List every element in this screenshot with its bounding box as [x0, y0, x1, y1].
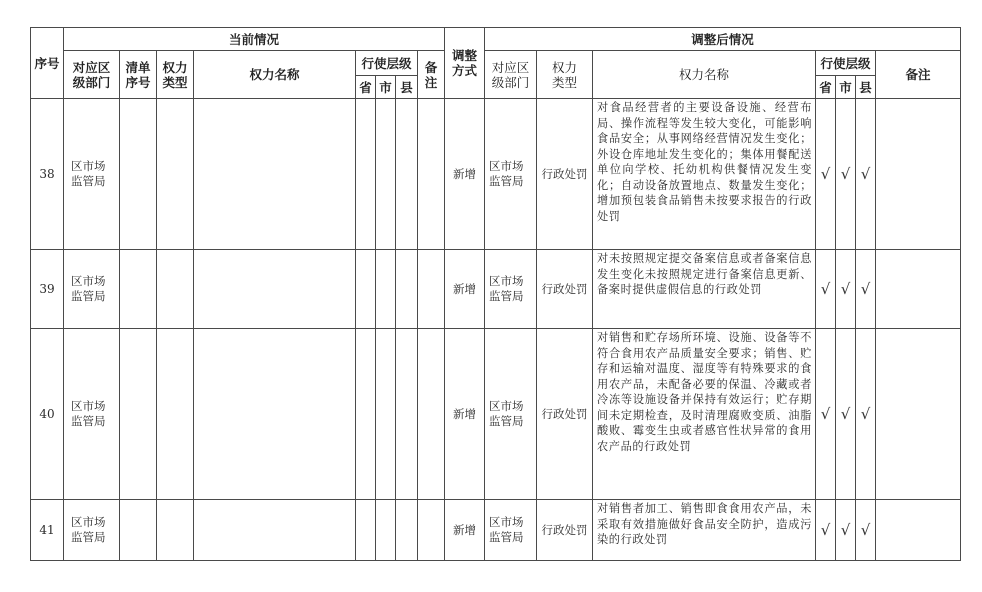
- adjusted-power-type-header: 权力 类型: [537, 51, 593, 99]
- header-row-1: [31, 28, 961, 51]
- current-province-cell: [356, 250, 376, 329]
- adjusted-remark-cell: [876, 99, 961, 250]
- adjusted-power-type-cell: 行政处罚: [537, 250, 593, 329]
- current-power-type-cell: [157, 329, 194, 500]
- adjust-method-cell: 新增: [445, 329, 485, 500]
- list-no-cell: [120, 250, 157, 329]
- adjusted-city-cell: √: [836, 99, 856, 250]
- current-city-header: 市: [376, 76, 396, 99]
- current-county-header: 县: [396, 76, 418, 99]
- adjusted-province-cell: √: [816, 250, 836, 329]
- adjusted-city-cell: √: [836, 329, 856, 500]
- current-power-name-cell: [194, 99, 356, 250]
- adjusted-remark-cell: [876, 500, 961, 561]
- table-row: [31, 500, 961, 561]
- current-situation-header: 当前情况: [64, 28, 445, 51]
- current-dept-cell: 区市场 监管局: [64, 99, 120, 250]
- list-no-cell: [120, 500, 157, 561]
- adjusted-dept-cell: 区市场 监管局: [485, 250, 537, 329]
- adjust-method-cell: 新增: [445, 250, 485, 329]
- adjusted-power-type-cell: 行政处罚: [537, 500, 593, 561]
- power-adjustment-table: [30, 27, 961, 561]
- adjusted-power-type-cell: 行政处罚: [537, 99, 593, 250]
- seq-cell: 39: [31, 250, 64, 329]
- adjusted-city-header: 市: [836, 76, 856, 99]
- adjusted-dept-cell: 区市场 监管局: [485, 329, 537, 500]
- seq-header: 序号: [31, 28, 64, 99]
- current-level-header: 行使层级: [356, 51, 418, 76]
- adjust-method-header: 调整 方式: [445, 28, 485, 99]
- adjusted-remark-cell: [876, 329, 961, 500]
- adjusted-power-type-cell: 行政处罚: [537, 329, 593, 500]
- adjusted-county-cell: √: [856, 500, 876, 561]
- current-power-type-cell: [157, 250, 194, 329]
- current-dept-cell: 区市场 监管局: [64, 329, 120, 500]
- header-row-2: [31, 51, 961, 76]
- list-no-cell: [120, 329, 157, 500]
- adjusted-city-cell: √: [836, 250, 856, 329]
- current-county-cell: [396, 250, 418, 329]
- current-county-cell: [396, 500, 418, 561]
- current-county-cell: [396, 329, 418, 500]
- seq-cell: 40: [31, 329, 64, 500]
- current-remark-cell: [418, 329, 445, 500]
- adjusted-province-cell: √: [816, 500, 836, 561]
- current-remark-cell: [418, 250, 445, 329]
- current-province-cell: [356, 329, 376, 500]
- adjusted-county-cell: √: [856, 329, 876, 500]
- adjusted-power-name-cell: 对销售和贮存场所环境、设施、设备等不符合食用农产品质量安全要求；销售、贮存和运输对温度、湿度等有特殊要求的食用农产品，未配备必要的保温、冷藏或者冷冻等设施设备并保持有效运行；贮存期间未定期检查，及时清理腐败变质、油脂酸败、霉变生虫或者感官性状异常的食用农产品的行政处罚: [593, 329, 816, 500]
- seq-cell: 38: [31, 99, 64, 250]
- adjust-method-cell: 新增: [445, 500, 485, 561]
- current-remark-cell: [418, 500, 445, 561]
- adjusted-county-header: 县: [856, 76, 876, 99]
- adjusted-situation-header: 调整后情况: [485, 28, 961, 51]
- current-dept-cell: 区市场 监管局: [64, 250, 120, 329]
- current-power-name-cell: [194, 500, 356, 561]
- adjusted-dept-cell: 区市场 监管局: [485, 500, 537, 561]
- adjusted-province-cell: √: [816, 329, 836, 500]
- current-power-type-header: 权力 类型: [157, 51, 194, 99]
- current-province-cell: [356, 99, 376, 250]
- adjusted-power-name-cell: 对销售者加工、销售即食食用农产品，未采取有效措施做好食品安全防护，造成污染的行政处罚: [593, 500, 816, 561]
- current-dept-cell: 区市场 监管局: [64, 500, 120, 561]
- seq-cell: 41: [31, 500, 64, 561]
- adjusted-dept-cell: 区市场 监管局: [485, 99, 537, 250]
- adjusted-dept-header: 对应区 级部门: [485, 51, 537, 99]
- current-remark-header: 备 注: [418, 51, 445, 99]
- adjusted-county-cell: √: [856, 250, 876, 329]
- adjust-method-cell: 新增: [445, 99, 485, 250]
- current-city-cell: [376, 250, 396, 329]
- current-province-header: 省: [356, 76, 376, 99]
- current-dept-header: 对应区 级部门: [64, 51, 120, 99]
- adjusted-remark-header: 备注: [876, 51, 961, 99]
- adjusted-county-cell: √: [856, 99, 876, 250]
- current-remark-cell: [418, 99, 445, 250]
- current-power-type-cell: [157, 99, 194, 250]
- current-power-name-header: 权力名称: [194, 51, 356, 99]
- adjusted-power-name-cell: 对食品经营者的主要设备设施、经营布局、操作流程等发生较大变化，可能影响食品安全；从事网络经营情况发生变化；外设仓库地址发生变化的；集体用餐配送单位向学校、托幼机构供餐情况发生变化；自动设备放置地点、数量发生变化；增加预包装食品销售未按要求报告的行政处罚: [593, 99, 816, 250]
- adjusted-province-cell: √: [816, 99, 836, 250]
- adjusted-city-cell: √: [836, 500, 856, 561]
- current-province-cell: [356, 500, 376, 561]
- current-power-name-cell: [194, 329, 356, 500]
- table-row: [31, 99, 961, 250]
- current-county-cell: [396, 99, 418, 250]
- adjusted-remark-cell: [876, 250, 961, 329]
- adjusted-level-header: 行使层级: [816, 51, 876, 76]
- current-power-type-cell: [157, 500, 194, 561]
- table-row: [31, 329, 961, 500]
- table-row: [31, 250, 961, 329]
- list-no-cell: [120, 99, 157, 250]
- current-city-cell: [376, 329, 396, 500]
- list-no-header: 清单 序号: [120, 51, 157, 99]
- adjusted-province-header: 省: [816, 76, 836, 99]
- current-power-name-cell: [194, 250, 356, 329]
- current-city-cell: [376, 99, 396, 250]
- adjusted-power-name-header: 权力名称: [593, 51, 816, 99]
- adjusted-power-name-cell: 对未按照规定提交备案信息或者备案信息发生变化未按照规定进行备案信息更新、备案时提供虚假信息的行政处罚: [593, 250, 816, 329]
- current-city-cell: [376, 500, 396, 561]
